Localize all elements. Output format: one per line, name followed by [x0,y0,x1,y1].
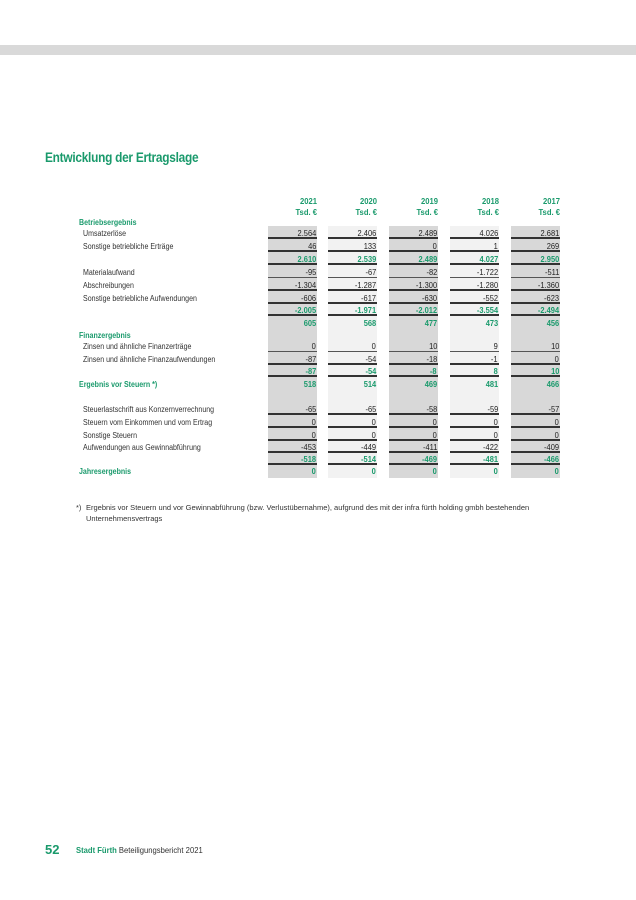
page-title: Entwicklung der Ertragslage [45,150,199,165]
cell: -1.304 [268,279,317,291]
cell: -1 [450,353,499,365]
cell: -58 [389,403,438,415]
row-label-sonstige-ertraege: Sonstige betriebliche Erträge [83,242,174,251]
row-label-materialaufwand: Materialaufwand [83,268,135,277]
cell: -606 [268,292,317,304]
section-ergebnis-vor-steuern: Ergebnis vor Steuern *) [79,380,158,389]
cell: -18 [389,353,438,365]
cell: -1.280 [450,279,499,291]
cell: -67 [328,266,377,278]
column-unit-2021: Tsd. € [295,207,317,217]
cell: -1.300 [389,279,438,291]
cell: 466 [546,379,559,389]
cell: 133 [328,240,377,252]
cell: 0 [511,353,560,365]
footer-brand: Stadt Fürth [76,845,117,855]
cell: 2.406 [328,227,377,239]
cell: 8 [450,365,499,377]
column-year-2019: 2019 [420,196,438,206]
cell: 2.539 [328,253,377,265]
cell: 10 [389,340,438,352]
row-label-zinsaufwendungen: Zinsen und ähnliche Finanzaufwendungen [83,355,216,364]
cell: 2.681 [511,227,560,239]
row-label-zinsertraege: Zinsen und ähnliche Finanzerträge [83,342,192,351]
column-year-2018: 2018 [481,196,499,206]
row-label-steuerlastschrift: Steuerlastschrift aus Konzernverrechnung [83,405,215,414]
cell: -552 [450,292,499,304]
section-betriebsergebnis: Betriebsergebnis [79,218,137,227]
cell: -1.287 [328,279,377,291]
cell: -54 [328,365,377,377]
row-label-gewinnabfuehrung: Aufwendungen aus Gewinnabführung [83,443,201,452]
cell: 10 [511,365,560,377]
cell: -2.005 [268,304,317,316]
section-jahresergebnis: Jahresergebnis [79,467,132,476]
cell: -469 [389,453,438,465]
cell: 2.564 [268,227,317,239]
cell: 481 [485,379,498,389]
cell: 0 [389,429,438,441]
footnote-text: Ergebnis vor Steuern und vor Gewinnabführung (bzw. Verlustübernahme), aufgrund des mit der infra fürth holding gmbh bestehenden Unternehmensvertrags [86,503,530,523]
cell: 473 [485,318,498,328]
cell: 4.026 [450,227,499,239]
cell: -1.360 [511,279,560,291]
cell: -65 [268,403,317,415]
cell: 0 [450,429,499,441]
cell: 4.027 [450,253,499,265]
cell: 0 [511,416,560,428]
cell: 0 [371,466,376,476]
cell: -466 [511,453,560,465]
row-label-abschreibungen: Abschreibungen [83,281,134,290]
cell: 0 [268,416,317,428]
footer-text: Beteiligungsbericht 2021 [116,845,203,855]
row-label-sonstige-aufwendungen: Sonstige betriebliche Aufwendungen [83,294,197,303]
cell: 0 [554,466,559,476]
footnote-mark: *) [76,503,82,512]
cell: -623 [511,292,560,304]
cell: -87 [268,365,317,377]
cell: 2.610 [268,253,317,265]
section-finanzergebnis: Finanzergebnis [79,331,131,340]
cell: 0 [268,429,317,441]
cell: 0 [328,429,377,441]
cell: 0 [328,416,377,428]
column-year-2017: 2017 [542,196,560,206]
cell: 269 [511,240,560,252]
column-year-2021: 2021 [299,196,317,206]
cell: 9 [450,340,499,352]
cell: 0 [493,466,498,476]
page-number: 52 [45,842,60,857]
column-year-2020: 2020 [359,196,377,206]
cell: 0 [328,340,377,352]
cell: -409 [511,441,560,453]
cell: 2.489 [389,227,438,239]
cell: -8 [389,365,438,377]
column-unit-2017: Tsd. € [538,207,560,217]
cell: -1.722 [450,266,499,278]
cell: 477 [424,318,437,328]
column-unit-2020: Tsd. € [355,207,377,217]
row-label-umsatzerloese: Umsatzerlöse [83,229,127,238]
cell: 518 [303,379,316,389]
cell: 605 [303,318,316,328]
column-unit-2019: Tsd. € [416,207,438,217]
top-divider-bar [0,45,636,55]
cell: -449 [328,441,377,453]
cell: -2.012 [389,304,438,316]
cell: 456 [546,318,559,328]
cell: -422 [450,441,499,453]
row-label-sonstige-steuern: Sonstige Steuern [83,431,138,440]
column-unit-2018: Tsd. € [477,207,499,217]
cell: -453 [268,441,317,453]
cell: -54 [328,353,377,365]
cell: 469 [424,379,437,389]
cell: -630 [389,292,438,304]
cell: -514 [328,453,377,465]
cell: 0 [511,429,560,441]
cell: -481 [450,453,499,465]
cell: 10 [511,340,560,352]
cell: -95 [268,266,317,278]
cell: -511 [511,266,560,278]
cell: 46 [268,240,317,252]
row-label-steuern-einkommen: Steuern vom Einkommen und vom Ertrag [83,418,213,427]
cell: -65 [328,403,377,415]
cell: 1 [450,240,499,252]
cell: 0 [389,416,438,428]
cell: -2.494 [511,304,560,316]
cell: 514 [363,379,376,389]
cell: -87 [268,353,317,365]
cell: -518 [268,453,317,465]
cell: -3.554 [450,304,499,316]
cell: 568 [363,318,376,328]
cell: 0 [450,416,499,428]
cell: 2.489 [389,253,438,265]
cell: 2.950 [511,253,560,265]
cell: 0 [432,466,437,476]
page-footer [76,845,203,855]
cell: -82 [389,266,438,278]
cell: -59 [450,403,499,415]
cell: -617 [328,292,377,304]
cell: 0 [389,240,438,252]
cell: 0 [268,340,317,352]
footnote [76,502,564,524]
cell: 0 [311,466,316,476]
cell: -57 [511,403,560,415]
cell: -1.971 [328,304,377,316]
cell: -411 [389,441,438,453]
